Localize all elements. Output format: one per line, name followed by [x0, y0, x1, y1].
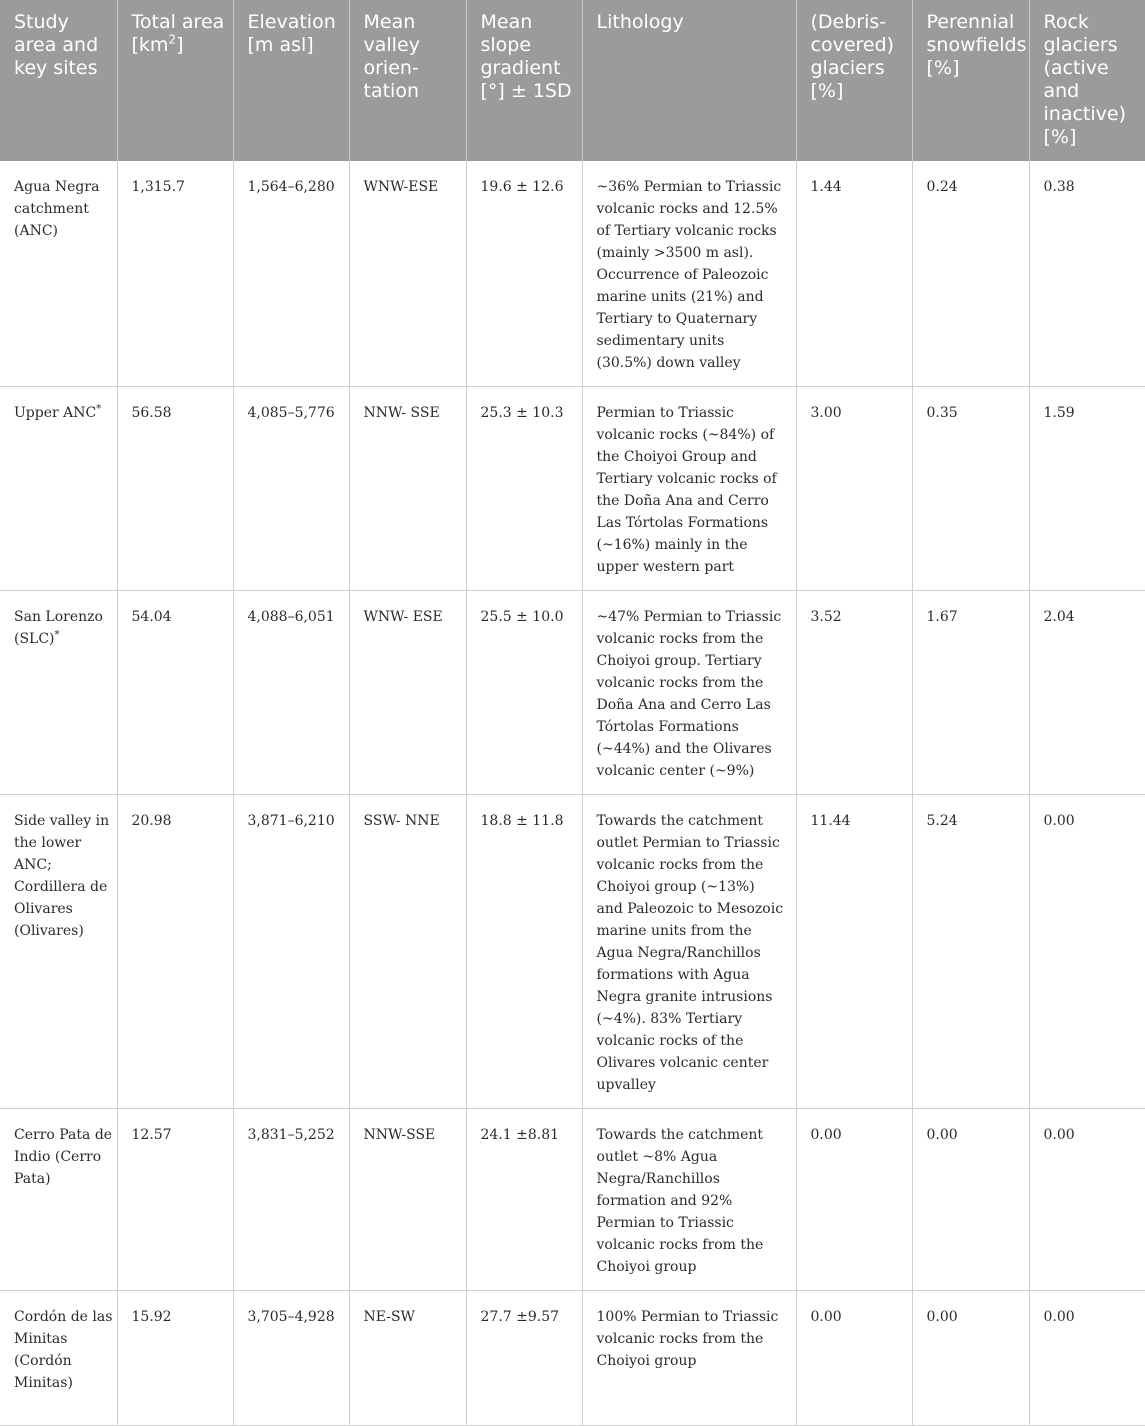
cell-snowfields: 0.24: [912, 161, 1029, 387]
cell-slope: 27.7 ±9.57: [466, 1291, 582, 1426]
cell-orientation: NNW- SSE: [349, 387, 466, 591]
table-row: [0, 1109, 1145, 1291]
site-name: Upper ANC: [14, 405, 97, 421]
cell-orientation: SSW- NNE: [349, 795, 466, 1109]
cell-snowfields: 0.00: [912, 1291, 1029, 1426]
cell-lithology: Towards the catchment outlet ~8% Agua Negra/Ranchillos formation and 92% Permian to Triassic volcanic rocks from the Choiyoi group: [582, 1109, 796, 1291]
cell-lithology: Towards the catchment outlet Permian to Triassic volcanic rocks from the Choiyoi group (~13%) and Paleozoic to Mesozoic marine units from the Agua Negra/Ranchillos formations with Agua Negra granite intrusions (~4%). 83% Tertiary volcanic rocks of the Olivares volcanic center upvalley: [582, 795, 796, 1109]
cell-glaciers: 3.00: [796, 387, 912, 591]
site-name: Side valley in the lower ANC; Cordillera de Olivares (Olivares): [14, 813, 110, 939]
cell-slope: 25.3 ± 10.3: [466, 387, 582, 591]
site-name: Agua Negra catchment (ANC): [14, 179, 100, 239]
cell-glaciers: 3.52: [796, 591, 912, 795]
cell-orientation: WNW-ESE: [349, 161, 466, 387]
header-glaciers: (Debris-covered) glaciers [%]: [796, 0, 912, 161]
cell-slope: 18.8 ± 11.8: [466, 795, 582, 1109]
header-total-area-superscript: 2: [168, 32, 177, 47]
cell-glaciers: 11.44: [796, 795, 912, 1109]
cell-rock-glaciers: 1.59: [1029, 387, 1145, 591]
header-valley-orientation: Mean valley orien-tation: [349, 0, 466, 161]
cell-snowfields: 5.24: [912, 795, 1029, 1109]
cell-slope: 24.1 ±8.81: [466, 1109, 582, 1291]
table-header: [0, 0, 1145, 161]
site-name: San Lorenzo (SLC): [14, 609, 103, 647]
cell-snowfields: 0.00: [912, 1109, 1029, 1291]
cell-orientation: NE-SW: [349, 1291, 466, 1426]
cell-site: [0, 1109, 117, 1291]
table-row: [0, 795, 1145, 1109]
cell-orientation: WNW- ESE: [349, 591, 466, 795]
cell-lithology: Permian to Triassic volcanic rocks (~84%) of the Choiyoi Group and Tertiary volcanic rocks of the Doña Ana and Cerro Las Tórtolas Formations (~16%) mainly in the upper western part: [582, 387, 796, 591]
cell-area: 15.92: [117, 1291, 233, 1426]
header-snowfields: Perennial snowfields [%]: [912, 0, 1029, 161]
cell-site: [0, 161, 117, 387]
cell-snowfields: 0.35: [912, 387, 1029, 591]
cell-rock-glaciers: 0.38: [1029, 161, 1145, 387]
cell-elevation: 3,705–4,928: [233, 1291, 349, 1426]
cell-glaciers: 1.44: [796, 161, 912, 387]
header-total-area: [117, 0, 233, 161]
cell-snowfields: 1.67: [912, 591, 1029, 795]
cell-area: 12.57: [117, 1109, 233, 1291]
header-row: [0, 0, 1145, 161]
cell-area: 56.58: [117, 387, 233, 591]
cell-elevation: 3,871–6,210: [233, 795, 349, 1109]
site-marker: *: [54, 629, 60, 641]
header-study-area: Study area and key sites: [0, 0, 117, 161]
header-total-area-label: Total area [km: [131, 11, 225, 56]
cell-site: [0, 591, 117, 795]
cell-site: [0, 795, 117, 1109]
cell-lithology: ~36% Permian to Triassic volcanic rocks and 12.5% of Tertiary volcanic rocks (mainly >3500 m asl). Occurrence of Paleozoic marine units (21%) and Tertiary to Quaternary sedimentary units (30.5%) down valley: [582, 161, 796, 387]
cell-orientation: NNW-SSE: [349, 1109, 466, 1291]
cell-rock-glaciers: 0.00: [1029, 1109, 1145, 1291]
cell-rock-glaciers: 0.00: [1029, 795, 1145, 1109]
cell-area: 20.98: [117, 795, 233, 1109]
cell-elevation: 3,831–5,252: [233, 1109, 349, 1291]
header-rock-glaciers: Rock glaciers (active and inactive) [%]: [1029, 0, 1145, 161]
cell-glaciers: 0.00: [796, 1109, 912, 1291]
header-total-area-close: ]: [176, 34, 184, 56]
cell-slope: 19.6 ± 12.6: [466, 161, 582, 387]
cell-area: 54.04: [117, 591, 233, 795]
header-lithology: Lithology: [582, 0, 796, 161]
table-row: [0, 591, 1145, 795]
header-slope-gradient: Mean slope gradient [°] ± 1SD: [466, 0, 582, 161]
table-row: [0, 387, 1145, 591]
cell-elevation: 4,088–6,051: [233, 591, 349, 795]
table-body: [0, 161, 1145, 1426]
site-marker: *: [96, 403, 102, 415]
cell-lithology: 100% Permian to Triassic volcanic rocks from the Choiyoi group: [582, 1291, 796, 1426]
cell-lithology: ~47% Permian to Triassic volcanic rocks from the Choiyoi group. Tertiary volcanic rocks from the Doña Ana and Cerro Las Tórtolas Formations (~44%) and the Olivares volcanic center (~9%): [582, 591, 796, 795]
cell-glaciers: 0.00: [796, 1291, 912, 1426]
site-name: Cerro Pata de Indio (Cerro Pata): [14, 1127, 113, 1187]
cell-area: 1,315.7: [117, 161, 233, 387]
cell-site: [0, 387, 117, 591]
cell-rock-glaciers: 2.04: [1029, 591, 1145, 795]
cell-elevation: 4,085–5,776: [233, 387, 349, 591]
cell-site: [0, 1291, 117, 1426]
site-name: Cordón de las Minitas (Cordón Minitas): [14, 1309, 113, 1391]
cell-slope: 25.5 ± 10.0: [466, 591, 582, 795]
cell-rock-glaciers: 0.00: [1029, 1291, 1145, 1426]
table-row: [0, 161, 1145, 387]
header-elevation: Elevation [m asl]: [233, 0, 349, 161]
cell-elevation: 1,564–6,280: [233, 161, 349, 387]
table-row: [0, 1291, 1145, 1426]
